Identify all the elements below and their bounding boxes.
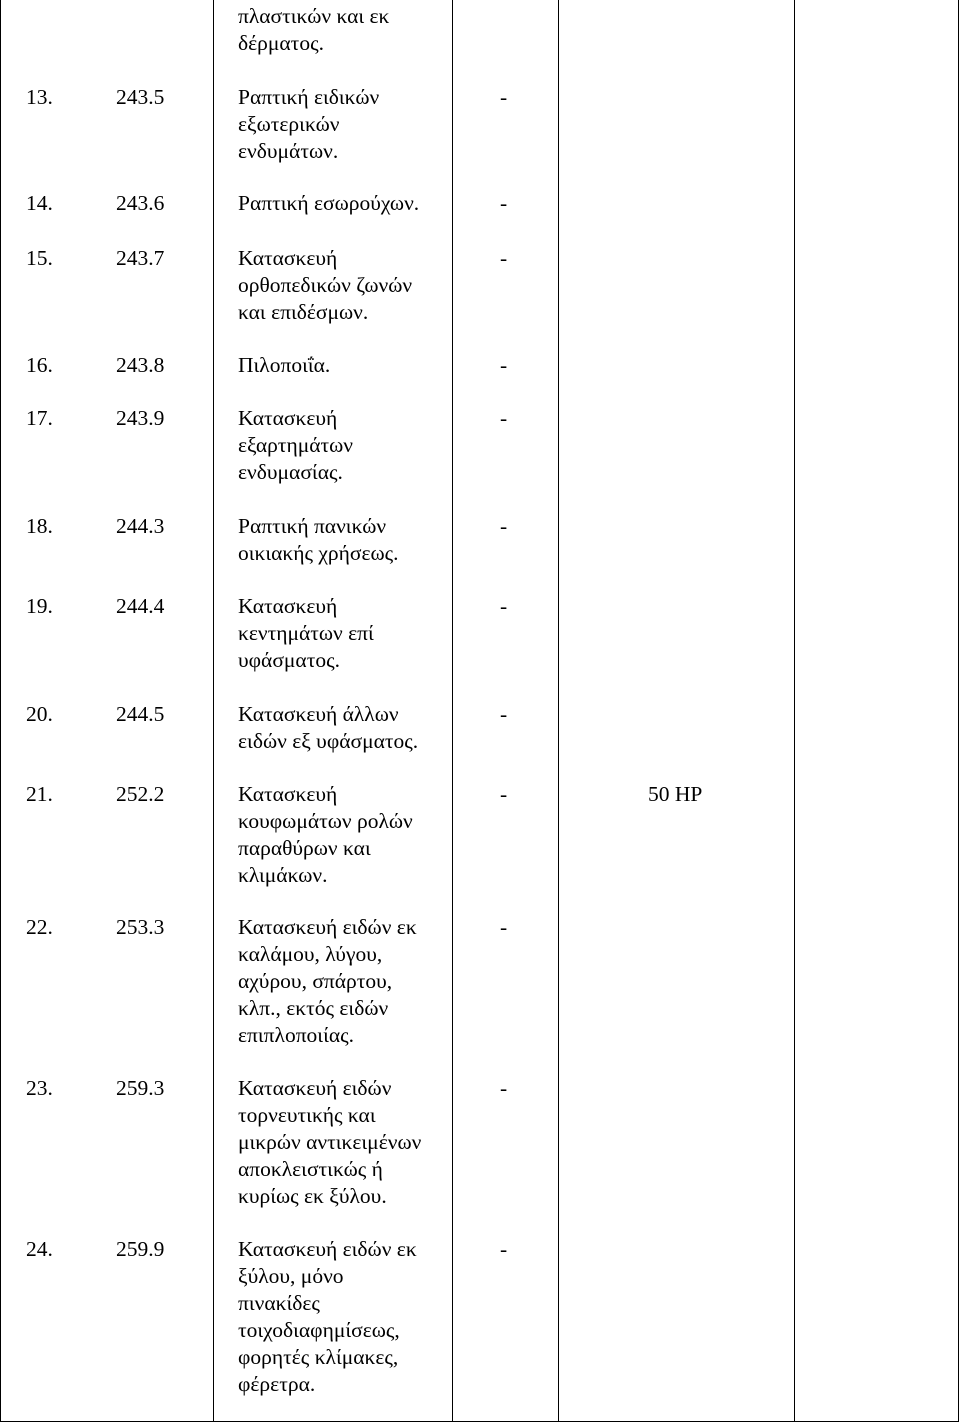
table-border-left [0,0,1,1422]
activity-description-line: μικρών αντικειμένων [238,1130,422,1154]
activity-description-line: αποκλειστικώς ή [238,1157,383,1181]
column-divider-2 [452,0,453,1422]
column-divider-4 [794,0,795,1422]
empty-cell-dash: - [500,353,508,377]
activity-description-line: ορθοπεδικών ζωνών [238,273,413,297]
activity-code: 243.8 [116,353,165,377]
row-number: 20. [26,702,53,726]
activity-description-line: Κατασκευή [238,594,338,618]
table-border-right [958,0,959,1422]
continuation-line: δέρματος. [238,31,324,55]
row-number: 14. [26,191,53,215]
empty-cell-dash: - [500,406,508,430]
activity-description-line: οικιακής χρήσεως. [238,541,399,565]
activity-description-line: Ραπτική εσωρούχων. [238,191,420,215]
row-number: 13. [26,85,53,109]
empty-cell-dash: - [500,702,508,726]
activity-description-line: Κατασκευή ειδών [238,1076,392,1100]
activity-description-line: εξωτερικών [238,112,340,136]
activity-description-line: τοιχοδιαφημίσεως, [238,1318,400,1342]
activity-code: 259.9 [116,1237,165,1261]
row-number: 17. [26,406,53,430]
activity-description-line: Κατασκευή [238,782,338,806]
row-number: 23. [26,1076,53,1100]
activity-description-line: ενδυμάτων. [238,139,339,163]
empty-cell-dash: - [500,915,508,939]
activity-description-line: φέρετρα. [238,1372,316,1396]
empty-cell-dash: - [500,594,508,618]
activity-code: 243.9 [116,406,165,430]
activity-description-line: φορητές κλίμακες, [238,1345,399,1369]
activity-code: 244.3 [116,514,165,538]
activity-code: 244.5 [116,702,165,726]
activity-code: 243.5 [116,85,165,109]
activity-description-line: ξύλου, μόνο [238,1264,344,1288]
activity-description-line: Κατασκευή άλλων [238,702,399,726]
activity-description-line: παραθύρων και [238,836,371,860]
row-number: 22. [26,915,53,939]
empty-cell-dash: - [500,85,508,109]
activity-description-line: αχύρου, σπάρτου, [238,969,393,993]
activity-description-line: κεντημάτων επί [238,621,374,645]
activity-description-line: Πιλοποιΐα. [238,353,331,377]
row-number: 18. [26,514,53,538]
activity-description-line: επιπλοποιίας. [238,1023,355,1047]
activity-description-line: κυρίως εκ ξύλου. [238,1184,387,1208]
activity-description-line: Ραπτική πανικών [238,514,387,538]
empty-cell-dash: - [500,1076,508,1100]
activity-code: 243.6 [116,191,165,215]
activity-description-line: Κατασκευή ειδών εκ [238,915,417,939]
activity-description-line: πινακίδες [238,1291,320,1315]
activity-description-line: και επιδέσμων. [238,300,369,324]
activity-code: 253.3 [116,915,165,939]
empty-cell-dash: - [500,191,508,215]
activity-description-line: Κατασκευή [238,246,338,270]
row-number: 16. [26,353,53,377]
activity-description-line: Κατασκευή [238,406,338,430]
activity-description-line: υφάσματος. [238,648,340,672]
activity-description-line: κλιμάκων. [238,863,328,887]
activity-description-line: καλάμου, λύγου, [238,942,383,966]
activity-code: 244.4 [116,594,165,618]
column-divider-3 [558,0,559,1422]
activity-description-line: κουφωμάτων ρολών [238,809,413,833]
empty-cell-dash: - [500,1237,508,1261]
row-number: 21. [26,782,53,806]
activity-description-line: εξαρτημάτων [238,433,353,457]
power-note: 50 HP [648,782,703,806]
activity-code: 252.2 [116,782,165,806]
activity-code: 243.7 [116,246,165,270]
activity-code: 259.3 [116,1076,165,1100]
empty-cell-dash: - [500,782,508,806]
activity-description-line: ειδών εξ υφάσματος. [238,729,419,753]
column-divider-1 [213,0,214,1422]
activity-description-line: τορνευτικής και [238,1103,376,1127]
row-number: 24. [26,1237,53,1261]
activity-description-line: Κατασκευή ειδών εκ [238,1237,417,1261]
activity-description-line: κλπ., εκτός ειδών [238,996,389,1020]
activity-description-line: Ραπτική ειδικών [238,85,380,109]
activity-description-line: ενδυμασίας. [238,460,343,484]
table-border-bottom [0,1421,959,1422]
continuation-line: πλαστικών και εκ [238,4,390,28]
empty-cell-dash: - [500,246,508,270]
row-number: 19. [26,594,53,618]
empty-cell-dash: - [500,514,508,538]
row-number: 15. [26,246,53,270]
